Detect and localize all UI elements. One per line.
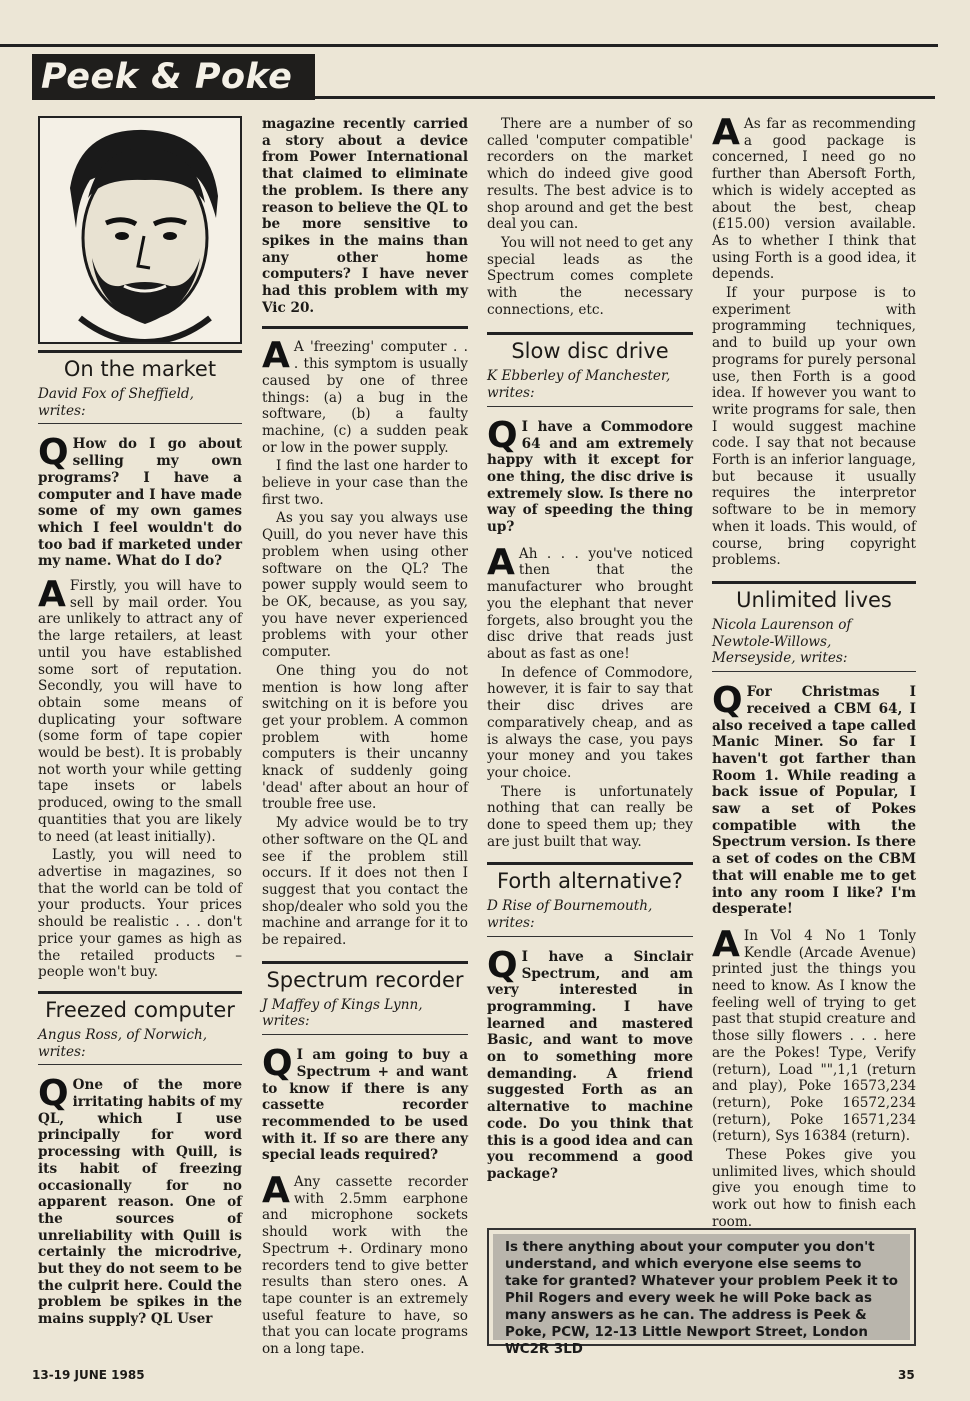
- byline-angus-ross: Angus Ross, of Norwich, writes:: [38, 1027, 242, 1065]
- heading-slow-disc-drive: Slow disc drive: [511, 339, 669, 364]
- dropcap-a: A: [262, 1170, 290, 1212]
- question-manic-miner: Q For Christmas I received a CBM 64, I also received a tape called Manic Miner. So far I haven't got farther than Room 1. While reading a back issue of Popular, I saw a set of Pokes compatible with the Spectrum version. Is there a set of codes on the CBM that will enable me to get into any room I like? I'm desperate!: [712, 680, 916, 918]
- answer-paragraph: One thing you do not mention is how long after switching on it is before you get your problem. A common problem with home computers is their uncanny knack of suddenly going 'dead' after about an hour of trouble free use.: [262, 662, 468, 813]
- heading-on-the-market: On the market: [63, 357, 217, 381]
- issue-date: 13-19 JUNE 1985: [32, 1368, 145, 1382]
- question-freezing-ql: Q One of the more irritating habits of my QL, which I use principally for word processing with Quill, is its habit of freezing occasionally for no apparent reason. One of the sources of unreliability with Quill is certainly the microdrive, but they do not seem to be the culprit here. Could the problem be spikes in the mains supply? QL User: [38, 1073, 242, 1328]
- answer-paragraph: A Firstly, you will have to sell by mail order. You are unlikely to attract any of the large retailers, at least until you have established some sort of reputation. Secondly, you will have to obtain some means of duplicating your software (some form of tape copier would be best). It is probably not worth your while getting tape insets or labels produced, owing to the small quantities that you are likely to need (at least initially).: [38, 574, 242, 845]
- question-selling-programs: Q How do I go about selling my own programs? I have a computer and I have made some of my own games which I feel wouldn't do too bad if marketed under my name. What do I do?: [38, 432, 242, 570]
- heading-spectrum-recorder: Spectrum recorder: [266, 967, 464, 992]
- dropcap-a: A: [487, 541, 515, 583]
- section-title: Peek & Poke: [32, 54, 315, 100]
- page-number: 35: [898, 1368, 915, 1382]
- answer-paragraph: A Ah . . . you've noticed then that the manufacturer who brought you the elephant that never forgets, also brought you the disc drive that reads just about as fast as one!: [487, 541, 693, 662]
- dropcap-a: A: [38, 574, 66, 616]
- answer-paragraph: You will not need to get any special leads as the Spectrum comes complete with the necessary connections, etc.: [487, 234, 693, 318]
- answer-paragraph: There is unfortunately nothing that can really be done to speed them up; they are just built that way.: [487, 783, 693, 850]
- top-rule: [0, 44, 938, 47]
- answer-paragraph: As you say you always use Quill, do you never have this problem when using other software on the QL? The power supply would seem to be OK, because, as you say, you have never experienced problems with your other computer.: [262, 510, 468, 661]
- dropcap-a: A: [712, 112, 740, 153]
- heading-unlimited-lives: Unlimited lives: [736, 587, 892, 612]
- section-rule: [712, 581, 916, 584]
- author-photo: [38, 116, 242, 344]
- question-forth: Q I have a Sinclair Spectrum, and am very interested in programming. I have learned and mastered Basic, and want to move on to something more demanding. A friend suggested Forth as an alternative to machine code. Do you think that this is a good idea and can you recommend a good package?: [487, 944, 693, 1182]
- heading-forth-alternative: Forth alternative?: [497, 869, 683, 894]
- byline-david-fox: David Fox of Sheffield, writes:: [38, 386, 242, 424]
- column-3: [487, 116, 693, 1185]
- byline-nicola-laurenson: Nicola Laurenson of Newtole-Willows, Merseyside, writes:: [712, 617, 916, 672]
- section-rule: [262, 961, 468, 964]
- answer-paragraph: There are a number of so called 'computer compatible' recorders on the market which do indeed give good results. The best advice is to shop around and get the best deal you can.: [487, 116, 693, 233]
- answer-paragraph: I find the last one harder to believe in your case than the first two.: [262, 458, 468, 508]
- contact-info-text: Is there anything about your computer you don't understand, and which everyone else seems to take for granted? Whatever your problem Peek it to Phil Rogers and every week he will Poke back as many answers as he can. The address is Peek & Poke, PCW, 12-13 Little Newport Street, London WC2R 3LD: [493, 1234, 910, 1340]
- question-cassette-recorder: Q I am going to buy a Spectrum + and want to know if there is any cassette recorder recommended to be used with it. If so are there any special leads required?: [262, 1043, 468, 1164]
- answer-paragraph: Lastly, you will need to advertise in magazines, so that the world can be told of your products. Your prices should be realistic . . . don't price your games as high as the retailed products – people won't buy.: [38, 847, 242, 981]
- answer-paragraph: A In Vol 4 No 1 Tonly Kendle (Arcade Avenue) printed just the things you need to know. As I know the feeling well of trying to get past that stupid creature and those silly flowers . . . here are the Pokes! Type, Verify (return), Load "",1,1 (return and play), Poke 16573,234 (return), Poke 16572,234 (return), Poke 16571,234 (return), Sys 16384 (return).: [712, 923, 916, 1145]
- dropcap-q: Q: [38, 1073, 69, 1115]
- section-rule: [262, 326, 468, 329]
- answer-paragraph: A As far as recommending a good package is concerned, I need go no further than Abersoft Forth, which is widely accepted as about the best, cheap (£15.00) version available. As to whether I think that using Forth is a good idea, it depends.: [712, 112, 916, 283]
- section-rule: [38, 350, 242, 353]
- contact-info-box: [487, 1228, 916, 1357]
- dropcap-q: Q: [487, 414, 518, 456]
- column-4: [712, 112, 916, 1233]
- answer-paragraph: A Any cassette recorder with 2.5mm earphone and microphone sockets should work with the Spectrum +. Ordinary mono recorders tend to give better results than stero ones. A tape counter is an extremely useful feature to have, so that you can locate programs on a long tape.: [262, 1170, 468, 1358]
- column-2: [262, 116, 468, 1360]
- answer-paragraph: A A 'freezing' computer . . . this symptom is usually caused by one of three things: (a) a bug in the software, (b) a faulty machine, (c) a sudden peak or low in the power supply.: [262, 335, 468, 456]
- byline-d-rise: D Rise of Bournemouth, writes:: [487, 898, 693, 936]
- dropcap-q: Q: [38, 432, 69, 474]
- dropcap-a: A: [712, 923, 740, 965]
- answer-paragraph: My advice would be to try other software on the QL and see if the problem still occurs. If it does not then I suggest that you contact the shop/dealer who sold you the machine and arrange for it to be repaired.: [262, 815, 468, 949]
- portrait-illustration: [40, 118, 240, 342]
- section-rule: [487, 332, 693, 335]
- answer-paragraph: These Pokes give you unlimited lives, which should give you enough time to work out how to finish each room.: [712, 1147, 916, 1230]
- banner-rule: [315, 96, 935, 99]
- answer-paragraph: If your purpose is to experiment with programming techniques, and to build up your own programs for purely personal use, then Forth is a good idea. If however you want to write programs for sale, then I would suggest machine code. I say that not because Forth is an inferior language, but because it usually requires the interpretor software to be in memory when it loads. This would, of course, bring copyright problems.: [712, 285, 916, 569]
- dropcap-q: Q: [487, 944, 518, 986]
- section-rule: [38, 991, 242, 994]
- section-rule: [487, 862, 693, 865]
- byline-k-ebberley: K Ebberley of Manchester, writes:: [487, 368, 693, 406]
- dropcap-q: Q: [712, 680, 743, 722]
- question-continued: magazine recently carried a story about a device from Power International that claimed to eliminate the problem. Is there any reason to believe the QL to be more sensitive to spikes in the mains than any other home computers? I have never had this problem with my Vic 20.: [262, 116, 468, 316]
- dropcap-a: A: [262, 335, 290, 377]
- byline-j-maffey: J Maffey of Kings Lynn, writes:: [262, 997, 468, 1035]
- question-disc-drive: Q I have a Commodore 64 and am extremely happy with it except for one thing, the disc drive is extremely slow. Is there no way of speeding the thing up?: [487, 414, 693, 536]
- dropcap-q: Q: [262, 1043, 293, 1085]
- answer-paragraph: In defence of Commodore, however, it is fair to say that their disc drives are comparatively cheap, and as is always the case, you pays your money and you takes your choice.: [487, 664, 693, 781]
- heading-freezed-computer: Freezed computer: [45, 997, 235, 1022]
- column-1: [38, 116, 242, 1330]
